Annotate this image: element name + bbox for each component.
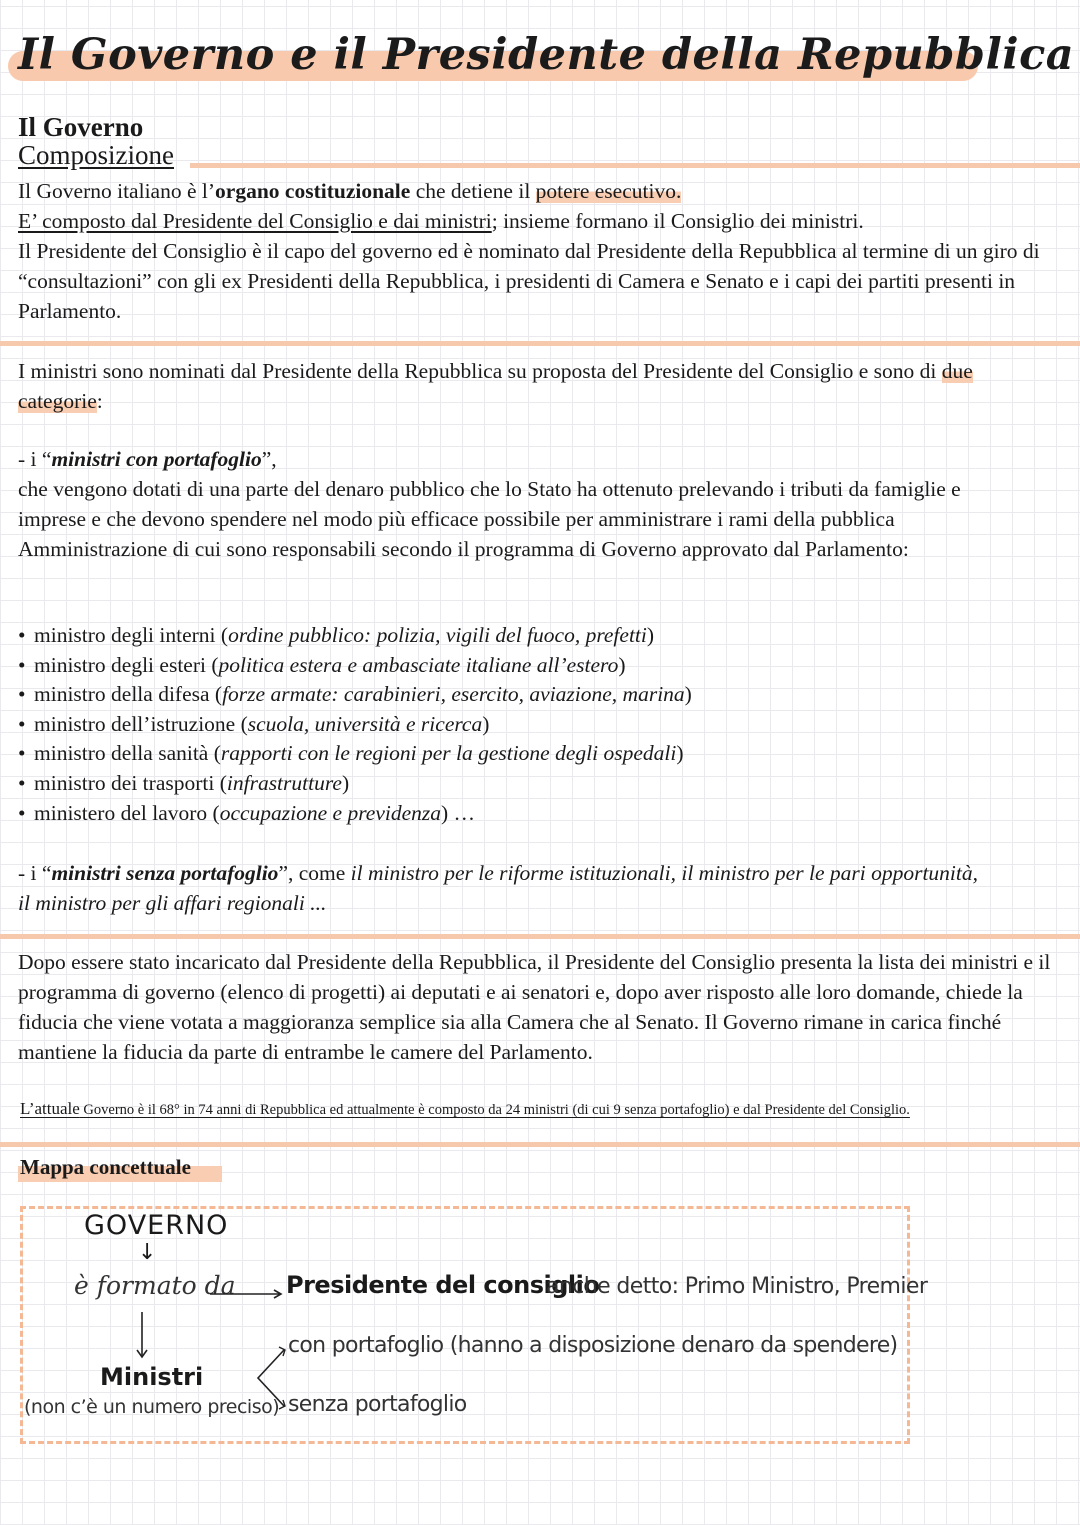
intro-line-1	[18, 176, 1068, 206]
fiducia-text: Dopo essere stato incaricato dal Presidente della Repubblica, il Presidente del Consiglio presenta la lista dei ministri e il programma di governo (elenco di progetti) ai deputati e ai senatori e, dopo aver risposto alle loro domande, chiede la fiducia che viene votata a maggioranza semplice sia alla Camera che al Senato. Il Governo rimane in carica finché mantiene la fiducia da parte di entrambe le camere del Parlamento.	[18, 950, 1051, 1064]
con-portafoglio-node: con portafoglio (hanno a disposizione denaro da spendere)	[288, 1333, 898, 1358]
text: che detiene il	[410, 179, 536, 203]
divider	[0, 934, 1080, 939]
governo-node: GOVERNO	[84, 1210, 229, 1241]
ministeri-list	[18, 621, 692, 828]
ministri-node: Ministri	[100, 1363, 204, 1391]
arrow-down-icon: ↓	[138, 1240, 157, 1265]
bold-term: ministri con portafoglio	[51, 447, 262, 471]
mappa-heading: Mappa concettuale	[20, 1155, 191, 1179]
text: :	[96, 389, 103, 413]
list-item: • ministro degli esteri (politica estera e ambasciate italiane all’estero)	[18, 652, 626, 677]
title-banner	[8, 28, 1075, 98]
examples: il ministro per le riforme istituzionali, il ministro per le pari opportunità, il ministro per gli affari regionali ...	[18, 861, 978, 915]
page-title: Il Governo e il Presidente della Repubblica	[18, 30, 1075, 80]
numero-note: (non c’è un numero preciso)	[24, 1396, 280, 1418]
branch-arrows-icon	[252, 1340, 292, 1420]
intro-line-2	[18, 206, 1068, 236]
text: - i “	[18, 447, 52, 471]
list-item: • ministro degli interni (ordine pubblico: polizia, vigili del fuoco, prefetti)	[18, 623, 655, 647]
con-portafoglio-paragraph	[18, 444, 1018, 564]
bold-term: ministri senza portafoglio	[51, 861, 279, 885]
text: Governo è il 68° in 74 anni di Repubblica ed attualmente è composto da 24 ministri (di cui 9 senza portafoglio) e dal Presidente del Consiglio.	[79, 1102, 910, 1118]
list-item: • ministro della difesa (forze armate: carabinieri, esercito, aviazione, marina)	[18, 682, 692, 707]
senza-portafoglio-node: senza portafoglio	[288, 1392, 467, 1417]
highlighted-term: due categorie	[18, 359, 973, 413]
bold-term: organo costituzionale	[215, 179, 411, 203]
text: I ministri sono nominati dal Presidente della Repubblica su proposta del Presidente del Consiglio e sono di	[18, 359, 942, 383]
list-item: • ministro dell’istruzione (scuola, università e ricerca)	[18, 711, 490, 736]
intro-line-3: Il Presidente del Consiglio è il capo del governo ed è nominato dal Presidente della Repubblica al termine di un giro di “consultazioni” con gli ex Presidenti della Repubblica, i presidenti di Camera e Senato e i capi dei partiti presenti in Parlamento.	[18, 239, 1040, 323]
fiducia-paragraph	[18, 947, 1063, 1067]
arrow-down-icon	[132, 1310, 152, 1362]
highlighted-term: potere esecutivo.	[535, 179, 682, 203]
section-heading: Il Governo	[18, 112, 144, 142]
underlined-text: E’ composto dal Presidente del Consiglio e dai ministri	[18, 209, 492, 233]
formato-da-label: è formato da	[74, 1271, 236, 1300]
list-item: • ministero del lavoro (occupazione e previdenza) …	[18, 800, 476, 825]
anche-detto-text: anche detto: Primo Ministro, Premier	[546, 1274, 928, 1299]
con-portafoglio-desc: che vengono dotati di una parte del denaro pubblico che lo Stato ha ottenuto prelevando i tributi da famiglie e imprese e che devono spendere nel modo più efficace possibile per amministrare i rami della pubblica Amministrazione di cui sono responsabili secondo il programma di Governo approvato dal Parlamento:	[18, 477, 961, 561]
divider	[0, 341, 1080, 346]
arrow-right-icon	[208, 1284, 288, 1300]
text: L’attuale	[20, 1099, 80, 1118]
senza-portafoglio-paragraph	[18, 858, 978, 918]
attuale-note	[20, 1099, 910, 1119]
subheading: Composizione	[18, 140, 174, 170]
divider	[0, 1142, 1080, 1147]
list-item: • ministro dei trasporti (infrastrutture)	[18, 770, 350, 795]
text: Il Governo italiano è l’	[18, 179, 216, 203]
divider	[190, 163, 1080, 168]
ministri-paragraph	[18, 356, 1018, 416]
text: ”, come	[278, 861, 351, 885]
text: - i “	[18, 861, 52, 885]
text: ”,	[261, 447, 277, 471]
intro-paragraph	[18, 176, 1068, 326]
text: ; insieme formano il Consiglio dei ministri.	[491, 209, 864, 233]
list-item: • ministro della sanità (rapporti con le regioni per la gestione degli ospedali)	[18, 741, 684, 766]
presidente-node: Presidente del consiglio	[286, 1271, 600, 1299]
